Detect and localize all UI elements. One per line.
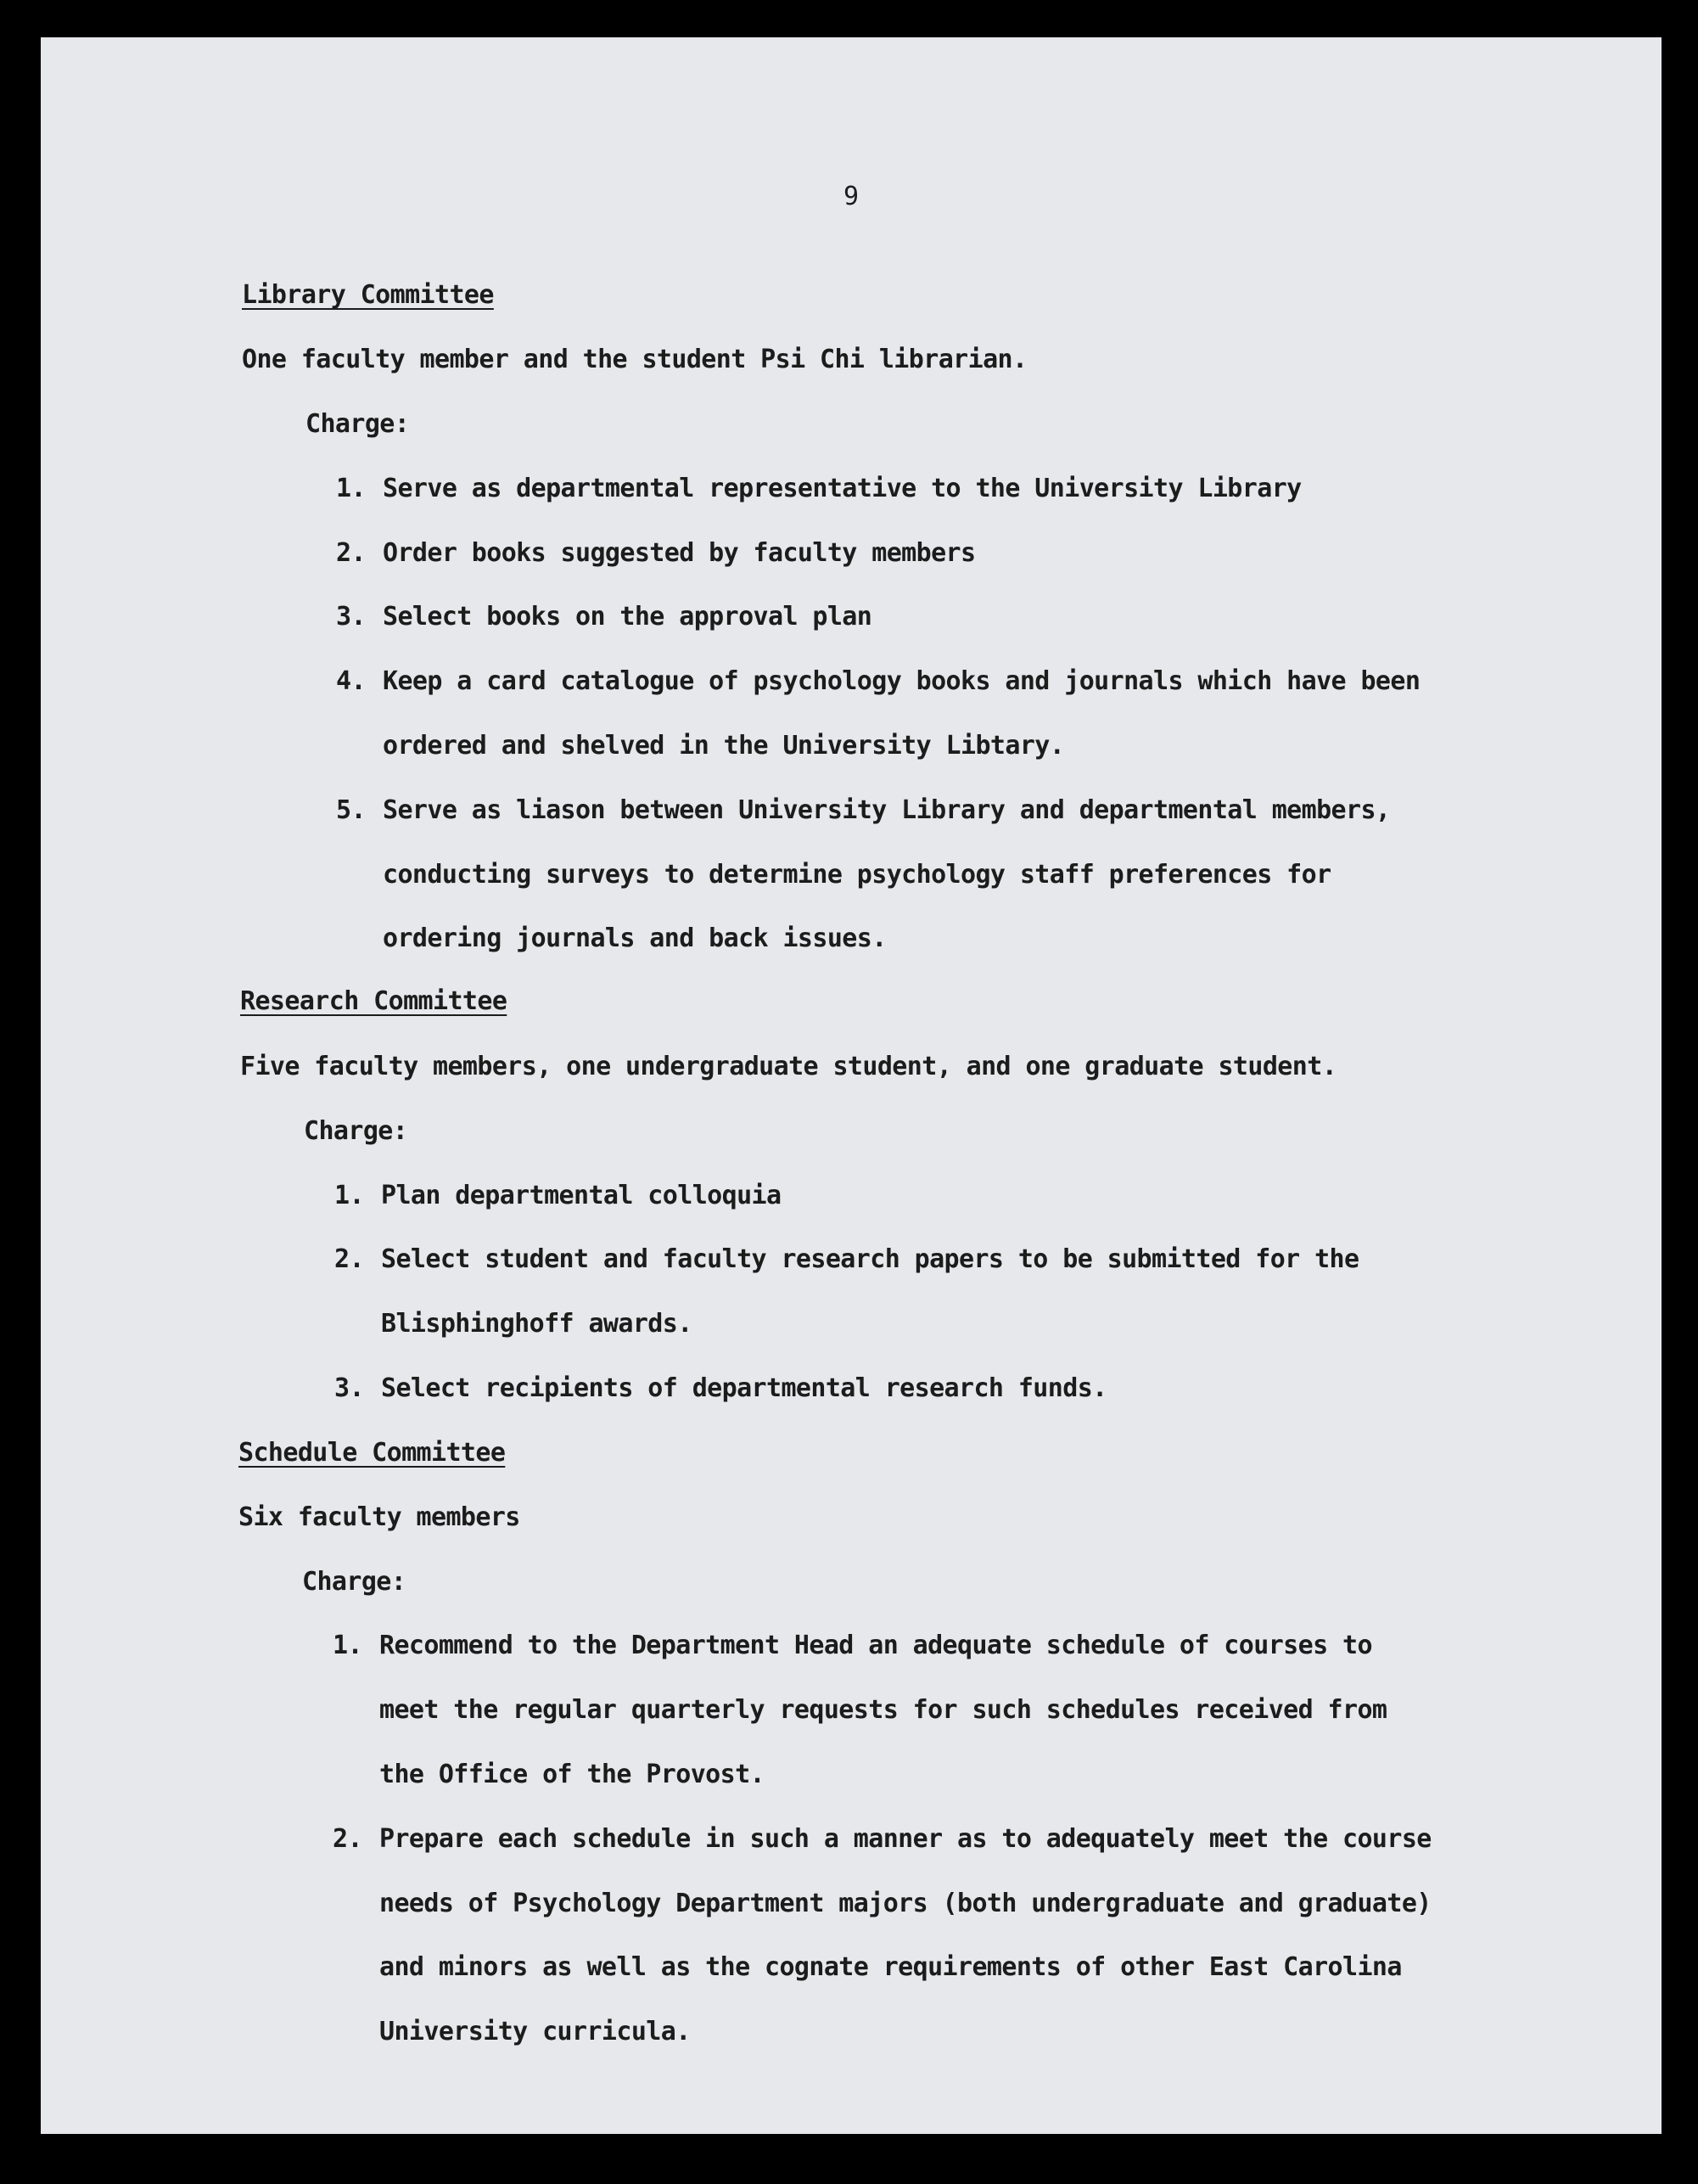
item-number: 1. <box>336 474 366 503</box>
item-line: Prepare each schedule in such a manner as to adequately meet the course <box>379 1824 1432 1854</box>
item-number: 3. <box>336 602 366 632</box>
item-line: Select student and faculty research papers to be submitted for the <box>381 1244 1359 1274</box>
item-line: Blisphinghoff awards. <box>381 1309 692 1339</box>
page-number: 9 <box>843 182 859 211</box>
item-number: 1. <box>334 1181 364 1210</box>
item-line: needs of Psychology Department majors (both undergraduate and graduate) <box>379 1889 1432 1918</box>
item-line: ordered and shelved in the University Libtary. <box>383 731 1065 761</box>
document-page <box>41 37 1662 2134</box>
item-number: 2. <box>333 1824 362 1854</box>
item-line: Select recipients of departmental research funds. <box>381 1373 1107 1403</box>
charge-label-library: Charge: <box>305 409 410 439</box>
item-line: and minors as well as the cognate requirements of other East Carolina <box>379 1952 1402 1982</box>
charge-label-schedule: Charge: <box>302 1567 406 1597</box>
membership-schedule: Six faculty members <box>238 1502 520 1532</box>
item-line: Plan departmental colloquia <box>381 1181 782 1210</box>
item-line: Keep a card catalogue of psychology books and journals which have been <box>383 666 1421 696</box>
membership-research: Five faculty members, one undergraduate student, and one graduate student. <box>240 1052 1337 1081</box>
item-number: 2. <box>334 1244 364 1274</box>
item-number: 4. <box>336 666 366 696</box>
item-line: University curricula. <box>379 2017 691 2046</box>
section-heading-research: Research Committee <box>240 986 507 1016</box>
item-line: the Office of the Provost. <box>379 1760 765 1789</box>
item-line: Serve as departmental representative to the University Library <box>383 474 1302 503</box>
membership-library: One faculty member and the student Psi Chi librarian. <box>242 345 1028 374</box>
item-number: 5. <box>336 795 366 825</box>
item-number: 1. <box>333 1631 362 1660</box>
item-line: ordering journals and back issues. <box>383 924 887 953</box>
item-line: conducting surveys to determine psychology staff preferences for <box>383 860 1331 890</box>
item-line: Recommend to the Department Head an adequate schedule of courses to <box>379 1631 1372 1660</box>
charge-label-research: Charge: <box>304 1116 408 1146</box>
item-line: Select books on the approval plan <box>383 602 872 632</box>
item-line: Serve as liason between University Library and departmental members, <box>383 795 1391 825</box>
item-line: Order books suggested by faculty members <box>383 538 976 568</box>
item-line: meet the regular quarterly requests for such schedules received from <box>379 1695 1387 1725</box>
section-heading-library: Library Committee <box>242 280 494 310</box>
item-number: 3. <box>334 1373 364 1403</box>
section-heading-schedule: Schedule Committee <box>238 1438 506 1468</box>
item-number: 2. <box>336 538 366 568</box>
